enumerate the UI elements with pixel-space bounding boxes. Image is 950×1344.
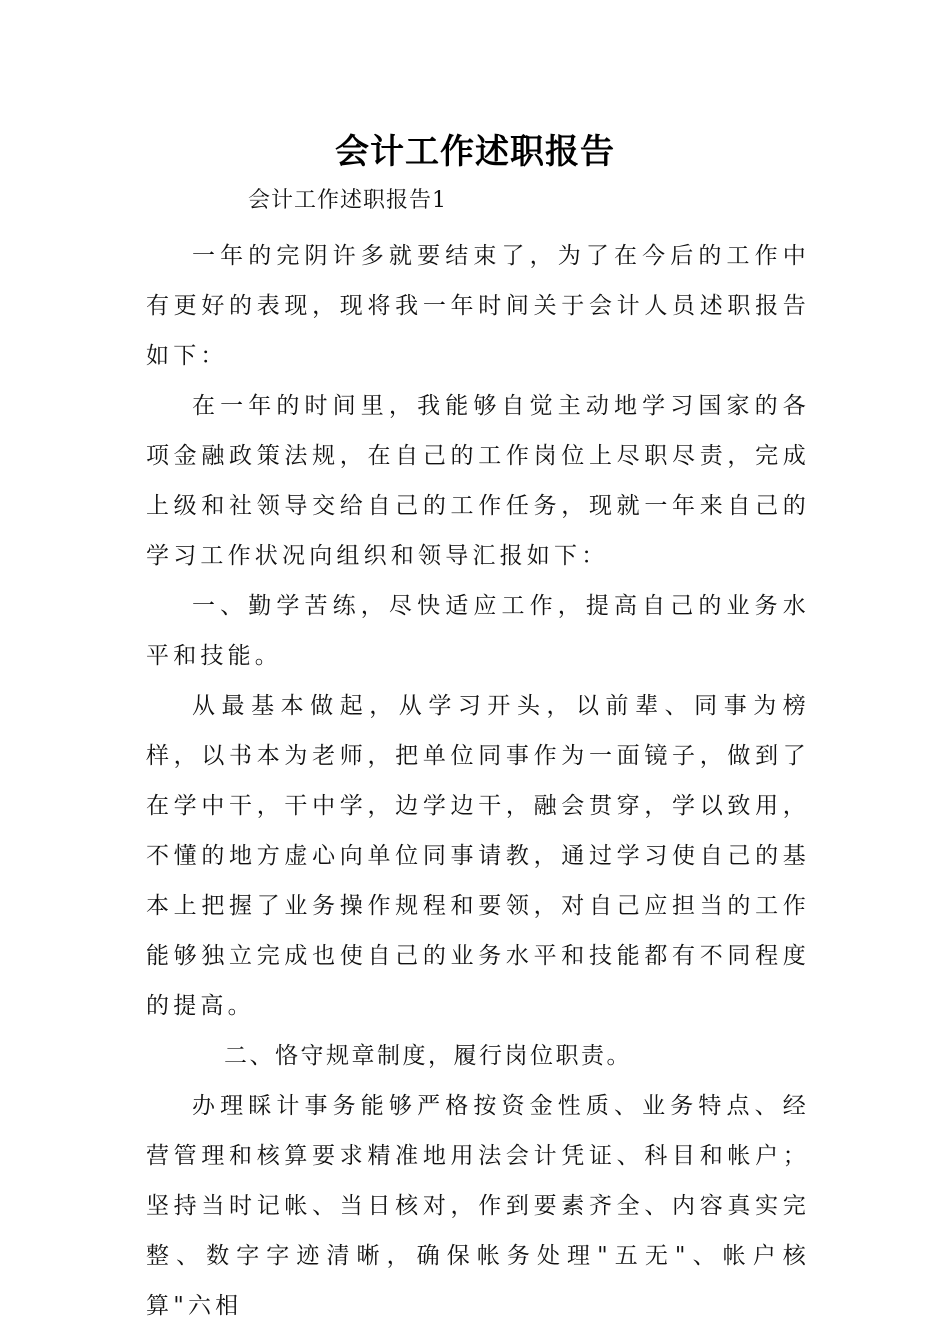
document-subtitle: 会计工作述职报告1 [248,188,447,213]
paragraph-study: 从最基本做起，从学习开头，以前辈、同事为榜样，以书本为老师，把单位同事作为一面镜子，做到了在学中干，干中学，边学边干，融会贯穿，学以致用，不懂的地方虚心向单位同事请教，通过学习使自己的基本上把握了业务操作规程和要领，对自己应担当的工作能够独立完成也使自己的业务水平和技能都有不同程度的提高。 [146,693,810,1019]
paragraph-duties: 办理睬计事务能够严格按资金性质、业务特点、经营管理和核算要求精准地用法会计凭证、科目和帐户；坚持当时记帐、当日核对，作到要素齐全、内容真实完整、数字字迹清晰，确保帐务处理"五无"、帐户核算"六相 [146,1093,810,1319]
section-heading-1: 一、勤学苦练，尽快适应工作，提高自己的业务水平和技能。 [146,593,810,669]
paragraph-overview: 在一年的时间里，我能够自觉主动地学习国家的各项金融政策法规，在自己的工作岗位上尽职尽责，完成上级和社领导交给自己的工作任务，现就一年来自己的学习工作状况向组织和领导汇报如下： [146,393,810,569]
document-title: 会计工作述职报告 [335,132,615,172]
paragraph-intro: 一年的完阴许多就要结束了，为了在今后的工作中有更好的表现，现将我一年时间关于会计人员述职报告如下： [146,243,810,369]
section-heading-2: 二、恪守规章制度，履行岗位职责。 [224,1043,632,1069]
document-body [146,231,810,1331]
